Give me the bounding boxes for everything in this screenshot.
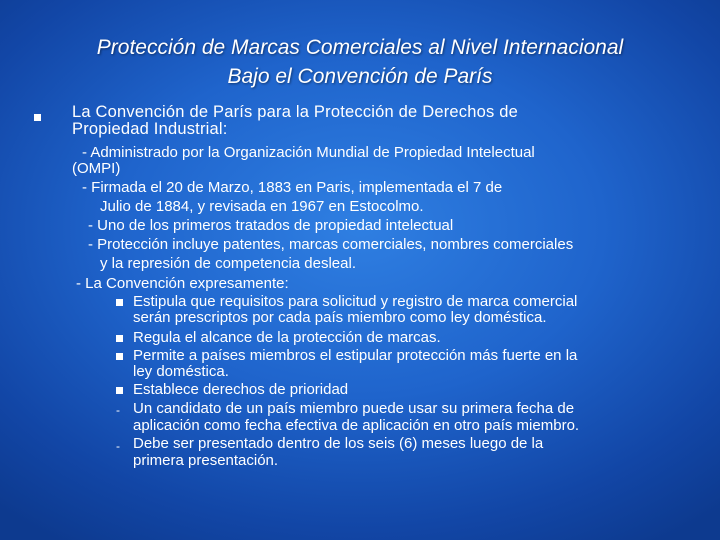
slide-title-line-2: Bajo el Convención de París bbox=[227, 65, 493, 88]
dash-bullet-icon: - bbox=[116, 439, 120, 453]
subpoint-regula: Regula el alcance de la protección de marcas. bbox=[133, 329, 441, 346]
subpoint-permite-line-2: ley doméstica. bbox=[133, 363, 229, 380]
slide-title bbox=[20, 33, 700, 91]
point-primeros-tratados: - Uno de los primeros tratados de propiedad intelectual bbox=[88, 217, 454, 234]
square-bullet-icon bbox=[34, 114, 41, 121]
subpoint-candidato-line-1: Un candidato de un país miembro puede usar su primera fecha de bbox=[133, 400, 575, 417]
heading-line-2: Propiedad Industrial: bbox=[72, 120, 228, 138]
point-firmada-line-2: Julio de 1884, y revisada en 1967 en Estocolmo. bbox=[100, 198, 424, 215]
point-proteccion-line-2: y la represión de competencia desleal. bbox=[100, 255, 356, 272]
point-firmada-line-1: - Firmada el 20 de Marzo, 1883 en Paris, implementada el 7 de bbox=[82, 179, 503, 196]
point-administrado-line-1: - Administrado por la Organización Mundial de Propiedad Intelectual bbox=[82, 144, 535, 161]
subpoint-establece: Establece derechos de prioridad bbox=[133, 381, 349, 398]
heading-line-1: La Convención de París para la Protección de Derechos de bbox=[72, 103, 518, 121]
subpoint-candidato-line-2: aplicación como fecha efectiva de aplicación en otro país miembro. bbox=[133, 417, 580, 434]
square-bullet-icon bbox=[116, 299, 123, 306]
slide-title-line-1: Protección de Marcas Comerciales al Nivel Internacional bbox=[96, 36, 624, 59]
point-convencion-expresamente: - La Convención expresamente: bbox=[76, 275, 289, 292]
square-bullet-icon bbox=[116, 335, 123, 342]
subpoint-permite-line-1: Permite a países miembros el estipular protección más fuerte en la bbox=[133, 347, 578, 364]
subpoint-debe-line-1: Debe ser presentado dentro de los seis (6) meses luego de la bbox=[133, 435, 544, 452]
dash-bullet-icon: - bbox=[116, 403, 120, 417]
square-bullet-icon bbox=[116, 353, 123, 360]
point-proteccion-line-1: - Protección incluye patentes, marcas comerciales, nombres comerciales bbox=[88, 236, 574, 253]
subpoint-estipula-line-1: Estipula que requisitos para solicitud y registro de marca comercial bbox=[133, 293, 578, 310]
point-administrado-line-2: (OMPI) bbox=[72, 160, 121, 177]
subpoint-estipula-line-2: serán prescriptos por cada país miembro como ley doméstica. bbox=[133, 309, 547, 326]
square-bullet-icon bbox=[116, 387, 123, 394]
subpoint-debe-line-2: primera presentación. bbox=[133, 452, 279, 469]
